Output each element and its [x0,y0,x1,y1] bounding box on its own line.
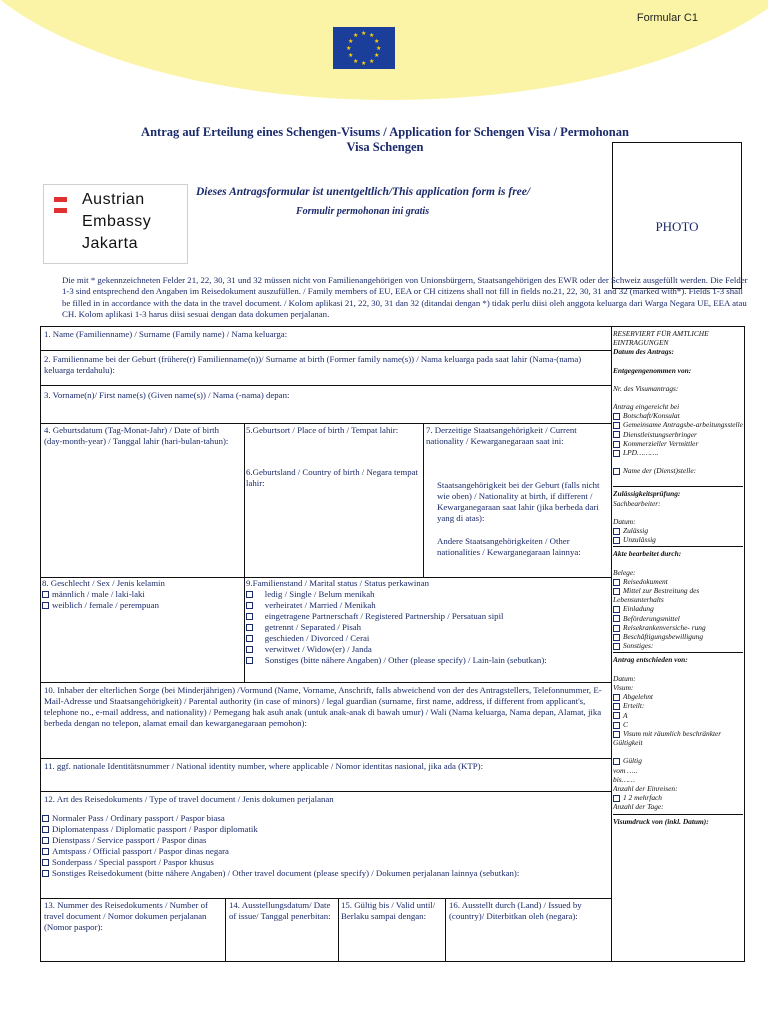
official-clerk: Sachbearbeiter: [613,498,661,508]
checkbox-icon[interactable] [613,694,620,701]
marital-option[interactable]: eingetragene Partnerschaft / Registered Partnership / Persatuan sipil [246,611,608,622]
checkbox-icon[interactable] [613,795,620,802]
document-option[interactable]: Diplomatenpass / Diplomatic passport / Paspor diplomatik [42,824,608,835]
field-9-label: 9.Familienstand / Marital status / Status perkawinan [246,578,429,588]
official-entries: Anzahl der Einreisen: [613,783,678,793]
admissibility-option[interactable]: Zulässig [613,526,743,535]
checkbox-icon[interactable] [246,613,253,620]
page-title: Antrag auf Erteilung eines Schengen-Visums / Application for Schengen Visa / Permohonan Visa Schengen [141,125,629,154]
visa-option[interactable]: Visum mit räumlich beschränkter Gültigkeit [613,728,722,748]
documents-option[interactable]: Sonstiges: [613,641,743,650]
official-date: Datum: [613,516,636,526]
checkbox-icon[interactable] [613,712,620,719]
row-divider [41,898,611,899]
instructions-notice: Die mit * gekennzeichneten Felder 21, 22, 30, 31 und 32 müssen nicht von Familienangehörigen von Unionsbürgern, Staatsangehörigen des EWR oder der Schweiz ausgefüllt werden. Die Felder 1-3 sind entsprechend den Angaben im Reisedokument auszufüllen. / Family members of EU, EEA or CH citizens shall not fill in fields no.21, 22, 30, 31 and 32 (marked with*). Fields 1-3 shall be filled in in accordance with the data in the travel document. / Kolom aplikasi 21, 22, 30, 31 dan 32 (ditandai dengan *) tidak perlu diisi oleh anggota keluarga dari Warga Negara UE, EEA atau CH. Kolom aplikasi 1-3 harus diisi sesuai dengan data dokumen perjalanan. [62,275,748,319]
official-valid-from: vom ….. [613,765,638,775]
field-1-surname[interactable]: 1. Name (Familienname) / Surname (Family name) / Nama keluarga: [44,329,288,339]
official-visa-print: Visumdruck von (inkl. Datum): [613,816,709,826]
official-date-of-application: Datum des Antrags: [613,347,674,357]
checkbox-icon[interactable] [246,591,253,598]
field-10-parental-authority[interactable]: 10. Inhaber der elterlichen Sorge (bei Minderjährigen) /Vormund (Name, Vorname, Anschrift, falls abweichend von der des Antragstellers, Telefonnummer, E-Mail-Adresse und Staatsangehörigkeit) / Parental authority (in case of minors) / legal guardian (surname, first name, address, if different from applicant's, telephone no., e-mail address, and nationality) / Pemegang hak asuh anak (untuk anak-anak di bawah umur) / Wali (Nama keluarga, Nama depan, Alamat, jika berbeda dengan no telepon, alamat email dan kewarganegaraan pemohon): [44,685,602,728]
photo-box[interactable] [612,142,742,289]
checkbox-icon[interactable] [613,731,620,738]
checkbox-icon[interactable] [613,537,620,544]
checkbox-icon[interactable] [613,468,620,475]
valid-option[interactable]: Gültig [613,756,743,765]
checkbox-icon[interactable] [42,848,49,855]
checkbox-icon[interactable] [613,722,620,729]
checkbox-icon[interactable] [613,422,620,429]
document-option[interactable]: Sonstiges Reisedokument (bitte nähere Angaben) / Other travel document (please specify) / Dokumen perjalanan lainnya (sebutkan): [42,868,608,879]
checkbox-icon[interactable] [42,602,49,609]
checkbox-icon[interactable] [246,657,253,664]
checkbox-icon[interactable] [613,588,620,595]
checkbox-icon[interactable] [613,528,620,535]
free-notice: Dieses Antragsformular ist unentgeltlich/This application form is free/ [196,186,531,198]
official-decided-by: Antrag entschieden von: [613,655,688,665]
logo-line-2: Embassy [82,213,152,230]
visa-option[interactable]: Erteilt: [613,701,743,710]
embassy-logo [43,184,188,264]
checkbox-icon[interactable] [42,837,49,844]
checkbox-icon[interactable] [613,441,620,448]
field-12-travel-document-type [42,794,608,879]
marital-option[interactable]: ledig / Single / Belum menikah [246,589,608,600]
checkbox-icon[interactable] [42,815,49,822]
field-2-surname-at-birth[interactable]: 2. Familienname bei der Geburt (frühere(r) Familienname(n))/ Surname at birth (Former family name(s)) / Nama keluarga pada saat lahir (Nama-(nama) keluarga terdahulu): [44,354,582,375]
field-4-date-of-birth[interactable]: 4. Geburtsdatum (Tag-Monat-Jahr) / Date of birth (day-month-year) / Tanggal lahir (hari-bulan-tahun): [44,425,229,446]
field-13-document-number[interactable]: 13. Nummer des Reisedokuments / Number of travel document / Nomor dokumen perjalanan (Nomor paspor): [44,900,208,932]
official-use-column [611,327,745,961]
col-divider [445,898,446,961]
lodged-option[interactable]: Gemeinsame Antragsbe-arbeitungsstelle [613,420,743,429]
official-decision-date: Datum: [613,673,636,683]
document-option[interactable]: Normaler Pass / Ordinary passport / Paspor biasa [42,813,608,824]
col-divider [225,898,226,961]
field-3-first-names[interactable]: 3. Vorname(n)/ First name(s) (Given name(s)) / Nama (-nama) depan: [44,390,290,400]
lodged-option[interactable]: Kommerzieller Vermittler [613,439,743,448]
field-8-sex [42,578,242,611]
official-visa: Visum: [613,682,634,692]
marital-option[interactable]: verheiratet / Married / Menikah [246,600,608,611]
official-file-number: Nr. des Visumantrags: [613,383,679,393]
entries-options[interactable]: 1 2 mehrfach [613,793,743,802]
document-option[interactable]: Dienstpass / Service passport / Paspor dinas [42,835,608,846]
checkbox-icon[interactable] [613,579,620,586]
checkbox-icon[interactable] [613,643,620,650]
checkbox-icon[interactable] [613,606,620,613]
logo-line-3: Jakarta [82,235,138,252]
row-divider [41,385,611,386]
logo-line-1: Austrian [82,191,145,208]
official-days: Anzahl der Tage: [613,802,664,812]
checkbox-icon[interactable] [42,870,49,877]
row-divider [41,350,611,351]
free-notice-id: Formulir permohonan ini gratis [296,206,430,217]
documents-option[interactable]: Mittel zur Bestreitung des Lebensunterhalts [613,586,700,605]
checkbox-icon[interactable] [613,625,620,632]
checkbox-icon[interactable] [613,413,620,420]
checkbox-icon[interactable] [246,602,253,609]
visa-option[interactable]: Abgelehnt [613,692,743,701]
row-divider [41,791,611,792]
checkbox-icon[interactable] [246,624,253,631]
field-16-issued-by[interactable]: 16. Ausstellt durch (Land) / Issued by (country)/ Diterbitkan oleh (negara): [449,900,582,921]
sex-option-male[interactable]: männlich / male / laki-laki [42,589,242,600]
col-divider [338,898,339,961]
official-admissibility: Zulässigkeitsprüfung: [613,489,681,499]
documents-option[interactable]: Beschäftigungsbewilligung [613,632,743,641]
field-12-label: 12. Art des Reisedokuments / Type of travel document / Jenis dokumen perjalanan [44,794,334,804]
field-14-date-of-issue[interactable]: 14. Ausstellungsdatum/ Date of issue/ Tanggal penerbitan: [229,900,331,921]
lodged-option[interactable]: Dienstleistungserbringer [613,430,743,439]
lodged-option[interactable]: Botschaft/Konsulat [613,411,743,420]
checkbox-icon[interactable] [613,634,620,641]
official-lodged-at: Antrag eingereicht bei [613,402,680,412]
documents-option[interactable]: Einladung [613,604,743,613]
official-processed-by: Akte bearbeitet durch: [613,549,682,559]
field-8-label: 8. Geschlecht / Sex / Jenis kelamin [42,578,165,588]
documents-option[interactable]: Beförderungsmittel [613,614,743,623]
official-valid-to: bis…… [613,774,635,784]
marital-option[interactable]: verwitwet / Widow(er) / Janda [246,644,608,655]
visa-option[interactable]: C [613,720,743,729]
checkbox-icon[interactable] [42,591,49,598]
checkbox-icon[interactable] [613,703,620,710]
row-divider [41,758,611,759]
row-divider [41,682,611,683]
field-5-place-of-birth[interactable]: 5.Geburtsort / Place of birth / Tempat lahir: [246,425,399,435]
checkbox-icon[interactable] [246,635,253,642]
photo-label: PHOTO [655,219,699,234]
document-option[interactable]: Amtspass / Official passport / Paspor dinas negara [42,846,608,857]
documents-option[interactable]: Reisekrankenversiche- rung [613,623,743,632]
row-divider [41,423,611,424]
admissibility-option[interactable]: Unzulässig [613,535,743,544]
checkbox-icon[interactable] [42,826,49,833]
col-divider [423,423,424,577]
field-11-national-id[interactable]: 11. ggf. nationale Identitätsnummer / National identity number, where applicable / Nomor identitas nasional, jika ada (KTP): [44,761,484,771]
field-9-marital-status [246,578,608,666]
austria-flag-icon [54,197,67,213]
visa-option[interactable]: A [613,711,743,720]
field-7-current-nationality[interactable]: 7. Derzeitige Staatsangehörigkeit / Current nationality / Kewarganegaraan saat ini: [426,425,577,446]
application-form [40,326,745,962]
checkbox-icon[interactable] [613,450,620,457]
sex-option-female[interactable]: weiblich / female / perempuan [42,600,242,611]
marital-option[interactable]: Sonstiges (bitte nähere Angaben) / Other (please specify) / Lain-lain (sebutkan): [246,655,608,666]
official-received-by: Entgegengenommen von: [613,365,692,375]
field-6-country-of-birth[interactable]: 6.Geburtsland / Country of birth / Negara tempat lahir: [246,467,418,488]
lodged-option[interactable]: LPD………. [613,448,743,457]
official-heading: RESERVIERT FÜR AMTLICHE EINTRAGUNGEN [613,329,709,348]
form-code: Formular C1 [636,12,698,24]
col-divider [244,423,245,682]
checkbox-icon[interactable] [246,646,253,653]
checkbox-icon[interactable] [613,431,620,438]
marital-option[interactable]: getrennt / Separated / Pisah [246,622,608,633]
document-option[interactable]: Sonderpass / Special passport / Paspor khusus [42,857,608,868]
checkbox-icon[interactable] [613,615,620,622]
eu-flag-icon: ★ ★ ★ ★ ★ ★ ★ ★ ★ ★ ★ ★ [333,27,395,69]
documents-option[interactable]: Reisedokument [613,577,743,586]
checkbox-icon[interactable] [42,859,49,866]
field-15-valid-until[interactable]: 15. Gültig bis / Valid until/ Berlaku sampai dengan: [341,900,436,921]
lodged-option[interactable]: Name der (Dienst)stelle: [613,466,743,475]
marital-option[interactable]: geschieden / Divorced / Cerai [246,633,608,644]
field-7-other-nationalities[interactable]: Andere Staatsangehörigkeiten / Other nationalities / Kewarganegaraan lainnya: [437,536,581,557]
official-documents: Belege: [613,567,636,577]
checkbox-icon[interactable] [613,758,620,765]
field-7-nationality-at-birth[interactable]: Staatsangehörigkeit bei der Geburt (falls nicht wie oben) / Nationality at birth, if different / Kewarganegaraan saat lahir (jika berbeda dari yang di atas): [437,480,600,523]
